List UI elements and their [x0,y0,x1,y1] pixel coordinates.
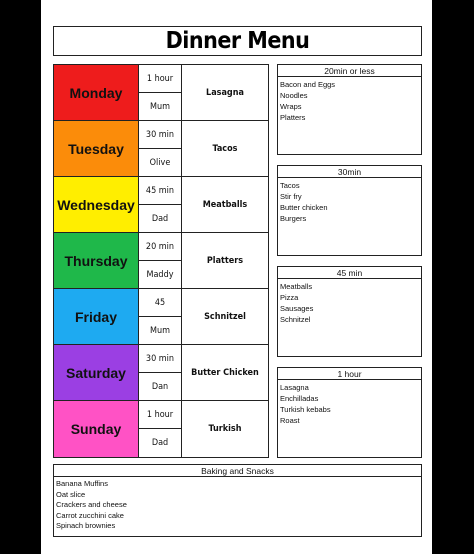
list-item: Crackers and cheese [56,500,127,509]
baking-snacks-section [53,464,422,537]
list-item: Oat slice [56,489,86,499]
list-item: Tacos [280,181,300,190]
weekly-menu-grid [53,64,269,458]
prep-time: 20 min [138,233,181,261]
menu-page [41,0,432,554]
day-label: Wednesday [54,177,138,233]
meal-name: Butter Chicken [181,345,268,401]
meal-name: Schnitzel [181,289,268,345]
meal-list [278,77,421,125]
prep-time: 45 [138,289,181,317]
section-heading: 30min [278,166,421,178]
day-label: Tuesday [54,121,138,177]
time-section [277,165,422,256]
list-item: Stir fry [280,192,302,201]
meal-name: Lasagna [181,65,268,121]
list-item: Sausages [280,304,314,313]
meal-list [278,178,421,226]
day-label: Saturday [54,345,138,401]
list-item: Banana Muffins [56,479,108,488]
list-item: Schnitzel [280,315,311,324]
meal-list [278,279,421,327]
meal-list [278,380,421,428]
meal-name: Platters [181,233,268,289]
prep-time: 30 min [138,121,181,149]
list-item: Butter chicken [280,203,328,212]
list-item: Burgers [280,214,307,223]
day-label: Monday [54,65,138,121]
cook-name: Dan [138,373,181,401]
meals-by-time-panel [277,64,422,458]
section-heading: 20min or less [278,65,421,77]
list-item: Spinach brownies [56,521,116,530]
day-label: Sunday [54,401,138,457]
time-section [277,266,422,357]
section-heading: 45 min [278,267,421,279]
baking-list [54,477,421,534]
list-item: Platters [280,113,306,122]
section-heading: 1 hour [278,368,421,380]
meal-name: Turkish [181,401,268,457]
list-item: Lasagna [280,383,309,392]
day-label: Thursday [54,233,138,289]
list-item: Enchilladas [280,394,319,403]
list-item: Pizza [280,293,299,302]
meal-name: Tacos [181,121,268,177]
prep-time: 1 hour [138,401,181,429]
list-item: Turkish kebabs [280,405,331,414]
cook-name: Maddy [138,261,181,289]
meal-name: Meatballs [181,177,268,233]
prep-time: 30 min [138,345,181,373]
cook-name: Mum [138,317,181,345]
list-item: Carrot zucchini cake [56,510,124,520]
cook-name: Mum [138,93,181,121]
prep-time: 1 hour [138,65,181,93]
time-section [277,367,422,458]
list-item: Meatballs [280,282,313,291]
list-item: Bacon and Eggs [280,80,336,89]
list-item: Roast [280,416,300,425]
cook-name: Olive [138,149,181,177]
list-item: Noodles [280,91,308,100]
list-item: Wraps [280,102,302,111]
page-title: Dinner Menu [53,26,422,56]
cook-name: Dad [138,429,181,457]
prep-time: 45 min [138,177,181,205]
day-label: Friday [54,289,138,345]
cook-name: Dad [138,205,181,233]
section-heading: Baking and Snacks [54,465,421,477]
time-section [277,64,422,155]
